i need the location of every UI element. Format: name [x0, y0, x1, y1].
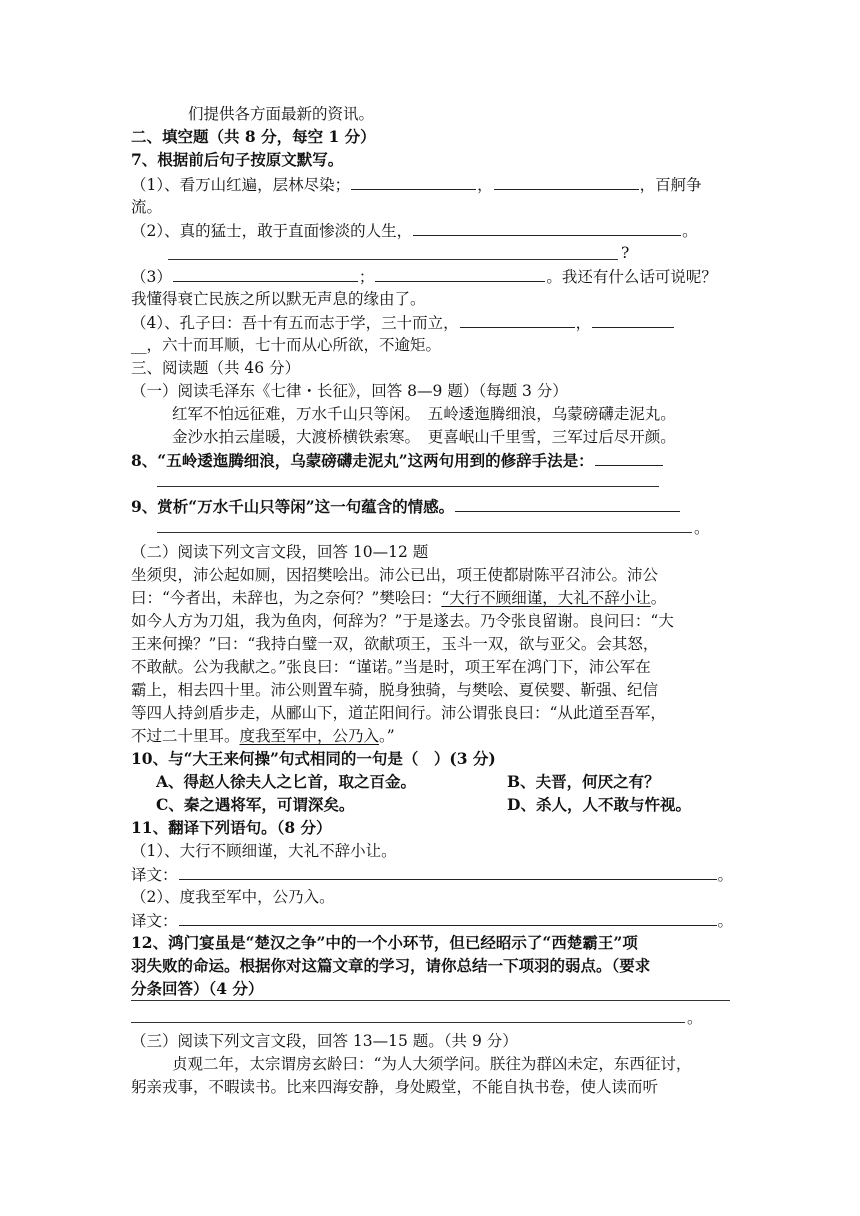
option-d[interactable]: D、杀人，人不敢与忤视。: [507, 795, 691, 814]
passage-line: 不敢献。公为我献之。”张良曰：“谨诺。”当是时，项王军在鸿门下，沛公军在: [131, 658, 651, 676]
passage-line: [131, 587, 733, 609]
passage-2-heading: （二）阅读下列文言文段，回答 10—12 题: [131, 543, 429, 561]
item-text: ，: [477, 176, 493, 194]
passage-line: 霸上，相去四十里。沛公则置车骑，脱身独骑，与樊哙、夏侯婴、靳强、纪信: [131, 681, 659, 699]
answer-blank[interactable]: [131, 1000, 730, 1001]
text-line: 。: [694, 519, 710, 537]
question-7-item-1: [131, 173, 733, 195]
translation-line: [131, 909, 733, 931]
question-7-item-3: [131, 265, 733, 287]
question-11: 11、翻译下列语句。（8 分）: [131, 818, 332, 837]
section-heading-reading: 三、阅读题（共 46 分）: [131, 359, 301, 377]
question-text: 9、赏析“万水千山只等闲”这一句蕴含的情感。: [131, 497, 455, 516]
answer-blank[interactable]: [179, 863, 717, 880]
question-11-item-1: （1）、大行不顾细谨，大礼不辞小让。: [131, 842, 397, 860]
passage-text: 曰：“今者出，未辞也，为之奈何？”樊哙曰：: [131, 589, 442, 607]
question-12-line: 羽失败的命运。根据你对这篇文章的学习，请你总结一下项羽的弱点。（要求: [131, 956, 651, 975]
answer-blank[interactable]: [455, 495, 680, 512]
answer-blank[interactable]: [168, 259, 618, 260]
passage-1-heading: （一）阅读毛泽东《七律・长征》，回答 8—9 题）（每题 3 分）: [131, 382, 568, 400]
question-7-title: 7、根据前后句子按原文默写。: [131, 150, 344, 169]
answer-blank[interactable]: [592, 311, 674, 328]
passage-line: 躬亲戎事，不暇读书。比来四海安静，身处殿堂，不能自执书卷，使人读而听: [131, 1078, 659, 1096]
answer-blank[interactable]: [413, 219, 681, 236]
item-text: 。: [717, 866, 733, 884]
option-a[interactable]: A、得赵人徐夫人之匕首，取之百金。: [156, 772, 417, 791]
question-12-line: 分条回答）（4 分）: [131, 979, 264, 998]
section-heading-fill-blank: 二、填空题（共 8 分，每空 1 分）: [131, 127, 376, 146]
text-line: 流。: [131, 198, 163, 216]
answer-blank[interactable]: [375, 265, 545, 282]
item-text: ；: [358, 268, 375, 286]
passage-line: 坐须臾，沛公起如厕，因招樊哙出。沛公已出，项王使都尉陈平召沛公。沛公: [131, 566, 659, 584]
text-line: __，六十而耳顺，七十而从心所欲，不逾矩。: [131, 336, 442, 354]
item-text: 。: [717, 912, 733, 930]
translation-line: [131, 863, 733, 885]
underlined-sentence: “大行不顾细谨，大礼不辞小让: [441, 589, 651, 607]
question-7-item-2: [131, 219, 733, 241]
item-text: （3）: [131, 268, 172, 286]
answer-blank[interactable]: [173, 265, 358, 282]
passage-line: [131, 725, 733, 747]
item-text: （4）、孔子曰：吾十有五而志于学，三十而立，: [131, 314, 459, 332]
question-11-item-2: （2）、度我至军中，公乃入。: [131, 888, 335, 906]
answer-blank[interactable]: [131, 1022, 685, 1023]
question-12: 12、鸿门宴虽是“楚汉之争”中的一个小环节，但已经昭示了“西楚霸王”项: [131, 933, 638, 952]
poem-line: 红军不怕远征难，万水千山只等闲。 五岭逶迤腾细浪，乌蒙磅礴走泥丸。: [172, 405, 676, 423]
answer-blank[interactable]: [179, 909, 717, 926]
question-text: 8、“五岭逶迤腾细浪，乌蒙磅礴走泥丸”这两句用到的修辞手法是：: [131, 451, 594, 470]
text-line: ?: [621, 244, 630, 262]
underlined-sentence: 度我至军中，公乃入: [239, 727, 380, 745]
poem-line: 金沙水拍云崖暖，大渡桥横铁索寒。 更喜岷山千里雪，三军过后尽开颜。: [172, 428, 676, 446]
option-c[interactable]: C、秦之遇将军，可谓深矣。: [156, 795, 355, 814]
answer-blank[interactable]: [351, 173, 476, 190]
passage-line: 贞观二年，太宗谓房玄龄曰：“为人大须学问。朕往为群凶未定，东西征讨，: [172, 1055, 692, 1073]
question-10: 10、与“大王来何操”句式相同的一句是（ ）(3 分): [131, 749, 496, 768]
answer-blank[interactable]: [494, 173, 639, 190]
answer-blank[interactable]: [460, 311, 575, 328]
item-text: （2）、真的猛士，敢于直面惨淡的人生，: [131, 222, 413, 240]
passage-line: 如今人方为刀俎，我为鱼肉，何辞为？”于是遂去。乃令张良留谢。良问曰：“大: [131, 612, 674, 630]
passage-text: 不过二十里耳。: [131, 727, 240, 745]
question-9: [131, 495, 733, 517]
question-8: [131, 449, 733, 471]
passage-line: 等四人持剑盾步走，从郦山下，道芷阳间行。沛公谓张良曰：“从此道至吾军，: [131, 704, 666, 722]
item-text: ，: [575, 314, 592, 332]
question-7-item-4: [131, 311, 733, 333]
answer-blank[interactable]: [595, 449, 663, 466]
text-line: 们提供各方面最新的资讯。: [188, 105, 375, 123]
text-line: 。: [687, 1009, 703, 1027]
item-text: （1）、看万山红遍，层林尽染；: [131, 176, 351, 194]
option-b[interactable]: B、夫晋，何厌之有？: [507, 772, 660, 791]
translation-label: 译文：: [131, 912, 178, 930]
passage-line: 王来何操？”曰：“我持白璧一双，欲献项王，玉斗一双，欲与亚父。会其怒，: [131, 635, 659, 653]
answer-blank[interactable]: [157, 486, 659, 487]
translation-label: 译文：: [131, 866, 178, 884]
item-text: 。: [682, 222, 698, 240]
answer-blank[interactable]: [157, 532, 692, 533]
passage-3-heading: （三）阅读下列文言文段，回答 13—15 题。（共 9 分）: [131, 1032, 518, 1050]
passage-text: 。: [650, 589, 667, 607]
item-text: ，百舸争: [639, 176, 702, 194]
item-text: 。我还有什么话可说呢？: [546, 268, 717, 286]
passage-text: 。”: [379, 727, 395, 745]
text-line: 我懂得衰亡民族之所以默无声息的缘由了。: [131, 290, 426, 308]
